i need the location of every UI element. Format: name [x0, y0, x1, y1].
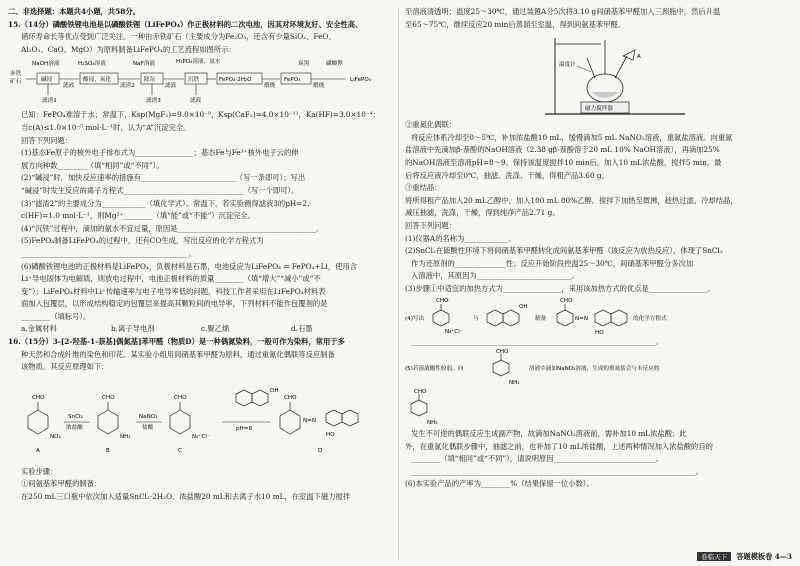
reagent: 浓盐酸 [66, 424, 83, 431]
q16-part: 入溶液中，其原因为__________________________。 [411, 271, 579, 281]
q15-part: (3)“滤渣2”的主要成分为____________（填化学式）。常温下，若实验测得滤液3的pH=2、 [21, 198, 315, 208]
q15-part: 变”）；LiFePO₄材料中Li⁺传输速率与电子电导率低的问题，科技工作者采用在LiFePO₄材料表 [21, 286, 326, 296]
svg-text:CHO: CHO [102, 394, 115, 401]
flow-step: 除杂 [144, 77, 156, 84]
flow-calcine: 煅烧 [313, 83, 325, 90]
option-b: b.离子导电剂 [111, 324, 155, 334]
svg-text:OH: OH [270, 387, 279, 394]
q15-line: 循环寿命长等优点受到广泛关注。一种由赤铁矿石（主要成分为Fe₂O₃，还含有少量SiO₂、FeO、 [21, 32, 336, 42]
q5-structure-svg [405, 348, 792, 388]
step3-line: ③重结晶： [405, 183, 442, 193]
svg-text:NO₂: NO₂ [50, 433, 61, 440]
q5-structure2-svg [405, 388, 792, 428]
flow-residue: 滤渣3 [146, 98, 161, 105]
reaction-scheme-svg [8, 376, 393, 464]
option-a: a.金属材料 [21, 324, 57, 334]
info-line: 已知：FePO₄难溶于水；常温下，Ksp(MgF₂)=9.0×10⁻⁹，Ksp(CaF₂)=4.0×10⁻¹¹，Ka(HF)=3.0×10⁻⁴； [21, 110, 380, 120]
exp-line: 在250 mL三口瓶中依次加入适量SnCl₂·2H₂O、浓盐酸20 mL和去离子水10 mL，在室温下磁力搅拌 [21, 492, 351, 502]
step3-line: 将所得粗产品加入20 mL乙醇中，加入100 mL 80%乙醇。搅拌下加热至微沸，趁热过滤，冷却结晶， [405, 195, 738, 205]
q15-options [8, 323, 393, 336]
flow-residue: 滤液 [190, 98, 202, 105]
q5-line: 发生不可逆的偶联反应生成副产物，故滴加NaNO₂溶液前，需补加10 mL浓盐酸；此 [411, 429, 687, 439]
svg-text:CHO: CHO [496, 349, 509, 356]
q15-part: “碱浸”时发生反应的离子方程式_________________________________（写一个即可）。 [21, 185, 299, 195]
footer-text: 答题模板卷 4—3 [736, 552, 792, 561]
q15-part: ________（填标号）。 [21, 311, 91, 321]
flow-residue: 滤渣1 [42, 98, 57, 105]
q6-line: (6)本实验产品的产率为________%（结果保留一位小数）。 [405, 479, 594, 489]
flow-step: 碱浸 [41, 77, 53, 84]
q5-line: 外，在重氮化偶联步骤中，抽滤之前，也补加了10 mL浓盐酸，上述两种情况加入浓盐酸的目的 [405, 441, 713, 451]
q15-part: ______________________________________________。 [21, 248, 197, 258]
q5-text: (5)若溶液酸性较弱，向 [405, 366, 464, 373]
q5-line: ______________________________________________________________________________。 [411, 466, 703, 476]
q16-line: 种天然和合成纤维的染色和印花。某实验小组用间硝基苯甲醛为原料，通过重氮化偶联等反应制备 [21, 349, 335, 359]
q15-part: (1)基态Fe原子的核外电子排布式为________________；基态Fe与Fe³⁺核外电子云的伸 [21, 148, 299, 158]
option-d: d.石墨 [291, 324, 313, 334]
q15-part: c(HF)=1.0 mol·L⁻¹，则Mg²⁺________（填“能”或“不能”）沉淀完全。 [21, 211, 256, 221]
reagent: NaNO₂ [139, 413, 158, 420]
q15-part: (2)“碱浸”时，加快反应速率的措施有__________________________（写一条即可）；写出 [21, 173, 306, 183]
flow-step: 酸浸、氧化 [83, 77, 111, 84]
q4-structures [405, 296, 792, 336]
flow-label: H₃PO₄溶液、氨水 [176, 59, 221, 66]
q4-structures-svg [405, 296, 792, 336]
apparatus-diagram [405, 32, 792, 118]
svg-text:NH₂: NH₂ [509, 380, 520, 387]
reagent: SnCl₂ [68, 413, 83, 420]
scheme-label-c: C [178, 447, 182, 454]
q15-line: Al₂O₃、CaO、MgO）为原料制备LiFePO₄的工艺流程如图所示： [21, 44, 236, 54]
reagent: 盐酸 [142, 424, 154, 431]
scheme-label-b: B [106, 447, 110, 454]
q15-part: (4)“沉铁”过程中，滴加的氨水不宜过量，原因是______________________________________。 [21, 223, 324, 233]
svg-text:N₂⁺Cl⁻: N₂⁺Cl⁻ [192, 433, 210, 440]
apparatus-label-a: A [637, 54, 641, 61]
reaction-scheme [8, 376, 393, 464]
svg-text:HO: HO [595, 329, 604, 336]
right-column [405, 6, 792, 491]
svg-text:OH: OH [519, 303, 528, 310]
q4-text: 制备 [535, 315, 547, 322]
flow-step: 沉铁 [188, 77, 200, 84]
flow-product: FePO₄ [284, 77, 301, 84]
svg-text:N=N: N=N [575, 315, 589, 322]
step3-line: 减压抽滤，洗涤，干燥，得到纯净产品2.71 g。 [405, 208, 560, 218]
page-footer [697, 552, 792, 562]
svg-text:CHO: CHO [284, 394, 297, 401]
scheme-label-a: A [36, 447, 40, 454]
flow-label: 炭黑 [298, 61, 310, 68]
q15-part: 面加入包覆层，以形成结构稳定的包覆层来提高其颗粒间的电导率，下列材料不能作包覆剂的是 [21, 299, 328, 309]
q15-part: Li⁺导电固体为电解质，则放电过程中，电池正极材料的质量________（填“增大”“减小”或“不 [21, 274, 321, 284]
svg-text:NH₂: NH₂ [427, 420, 438, 427]
q5-structure-2 [405, 388, 792, 428]
q16-part: (3)步骤①中适宜的加热方式为________________，采用该加热方式的优点是________________。 [405, 283, 715, 293]
stirrer-label: 磁力搅拌器 [585, 106, 613, 113]
flowchart-svg [8, 57, 393, 107]
q16-line: 该物质。其反应原理如下： [21, 362, 109, 372]
svg-text:NH₂: NH₂ [120, 433, 131, 440]
thermometer-label: 温度计 [559, 62, 576, 69]
info-line: 回答下列问题： [21, 135, 73, 145]
step1-line: 至溶液清透明；温度25～30℃，通过装置A分5次将3.10 g间硝基苯甲醛加入三颈瓶中，然后升温 [405, 7, 721, 16]
svg-text:CHO: CHO [436, 297, 449, 304]
step2-line: ②重氮化偶联： [405, 120, 457, 130]
flow-product: LiFePO₄ [350, 77, 372, 84]
q15-part: (6)磷酸铁锂电池的正极材料是LiFePO₄，负极材料是石墨，电池反应为LiFePO₄ ⇌ FePO₄+Li，使用含 [21, 261, 358, 271]
left-column [8, 6, 393, 504]
svg-text:CHO: CHO [174, 394, 187, 401]
q4-text: 的化学方程式 [633, 315, 667, 322]
step2-line: 盐溶液中先滴加β-萘酚的NaOH溶液（2.38 gβ-萘酚溶于20 mL 10% NaOH溶液），再滴加25% [405, 145, 720, 155]
reagent: pH=8 [236, 425, 253, 432]
process-flowchart [8, 57, 393, 107]
flow-label: 磷酸锂 [326, 61, 343, 68]
flow-product: FePO₄·2H₂O [219, 77, 252, 84]
svg-text:N₂⁺Cl⁻: N₂⁺Cl⁻ [445, 328, 463, 335]
flow-label: NaOH溶液 [32, 61, 60, 68]
option-c: c.聚乙烯 [201, 324, 230, 334]
q5-text: 溶液中滴加NaNO₂溶液，生成的重氮盐会与未反应的 [529, 366, 660, 373]
svg-text:CHO: CHO [414, 389, 427, 396]
column-divider [398, 8, 399, 560]
svg-text:N=N: N=N [303, 417, 317, 424]
q15-part: 展方向种数________（填“相同”或“不同”）。 [21, 160, 164, 170]
svg-text:HO: HO [326, 431, 335, 438]
flow-arrow: 滤液 [165, 83, 177, 90]
apparatus-svg [405, 32, 792, 118]
flow-arrow: 滤液 [63, 83, 75, 90]
flow-calcine: 煅烧 [264, 83, 276, 90]
flow-start-1: 赤铁 [10, 71, 22, 78]
step2-line: 将反应体系冷却至0～5℃，补加浓盐酸10 mL，缓慢滴加5 mL NaNO₂溶液，重氮盐溶液。向重氮 [411, 132, 733, 142]
q15-part: (5)FePO₄制备LiFePO₄的过程中，还有CO生成，写出反应的化学方程式为 [21, 236, 264, 246]
footer-badge: 卷临天下 [697, 552, 731, 561]
step2-line: 后将反应液冷却至0℃，抽滤、洗涤、干燥，得粗产品3.60 g。 [405, 170, 609, 180]
q16-part: 作为还原剂的______________性；反应开始阶段控温25～30℃，间硝基苯甲醛分多次加 [411, 258, 694, 268]
q5-line: ________（填“相同”或“不同”），请说明原因____________________________。 [411, 454, 664, 464]
q16-part: (1)仪器A的名称为____________。 [405, 233, 516, 243]
q15-line: 15.（14分）磷酸铁锂电池是以磷酸铁锂（LiFePO₄）作正极材料的二次电池，因其对环境友好、安全性高、 [8, 19, 363, 29]
q4-text: (4)写出 [405, 315, 425, 322]
q16-part: (2)SnCl₂在硫酸性环境下将间硝基苯甲醛转化成间氨基苯甲醛（该反应为放热反应），体现了SnCl₂ [405, 246, 723, 256]
q5-structure [405, 348, 792, 388]
q4-text: 与 [473, 315, 479, 322]
flow-start-2: 矿石 [10, 79, 22, 86]
step1-line: 至65～75℃，继续反应20 min后蒸溜至室温，得到间氨基苯甲醛。 [405, 19, 626, 29]
step2-line: 的NaOH溶液至溶液pH=8～9。保持该温度搅拌10 min后，加入10 mL浓盐酸，搅拌5 min。最 [405, 157, 722, 167]
svg-text:CHO: CHO [32, 394, 45, 401]
answer-intro: 回答下列问题： [405, 220, 457, 230]
svg-text:CHO: CHO [560, 297, 573, 304]
flow-label: H₂SO₄溶液 [78, 61, 106, 68]
q4-blank: ___________________________________________________________________。 [411, 336, 663, 346]
section-title: 二、非选择题：本题共4小题，共58分。 [8, 7, 140, 16]
exp-line: ①间氨基苯甲醛的制备： [21, 479, 102, 489]
info-line: 当c(A)≤1.0×10⁻⁵ mol·L⁻¹时，认为“A”沉淀完全。 [21, 122, 191, 132]
exp-line: 实验步骤： [21, 466, 58, 476]
flow-label: NaF溶液 [133, 61, 156, 68]
flow-arrow: 滤渣2 [120, 83, 135, 90]
q16-line: 16.（15分）3-[2-羟基-1-萘基]偶氮基]苯甲醛（物质D）是一种偶氮染料，一般可作为染料，常用于多 [8, 337, 345, 347]
scheme-label-d: D [318, 447, 323, 454]
